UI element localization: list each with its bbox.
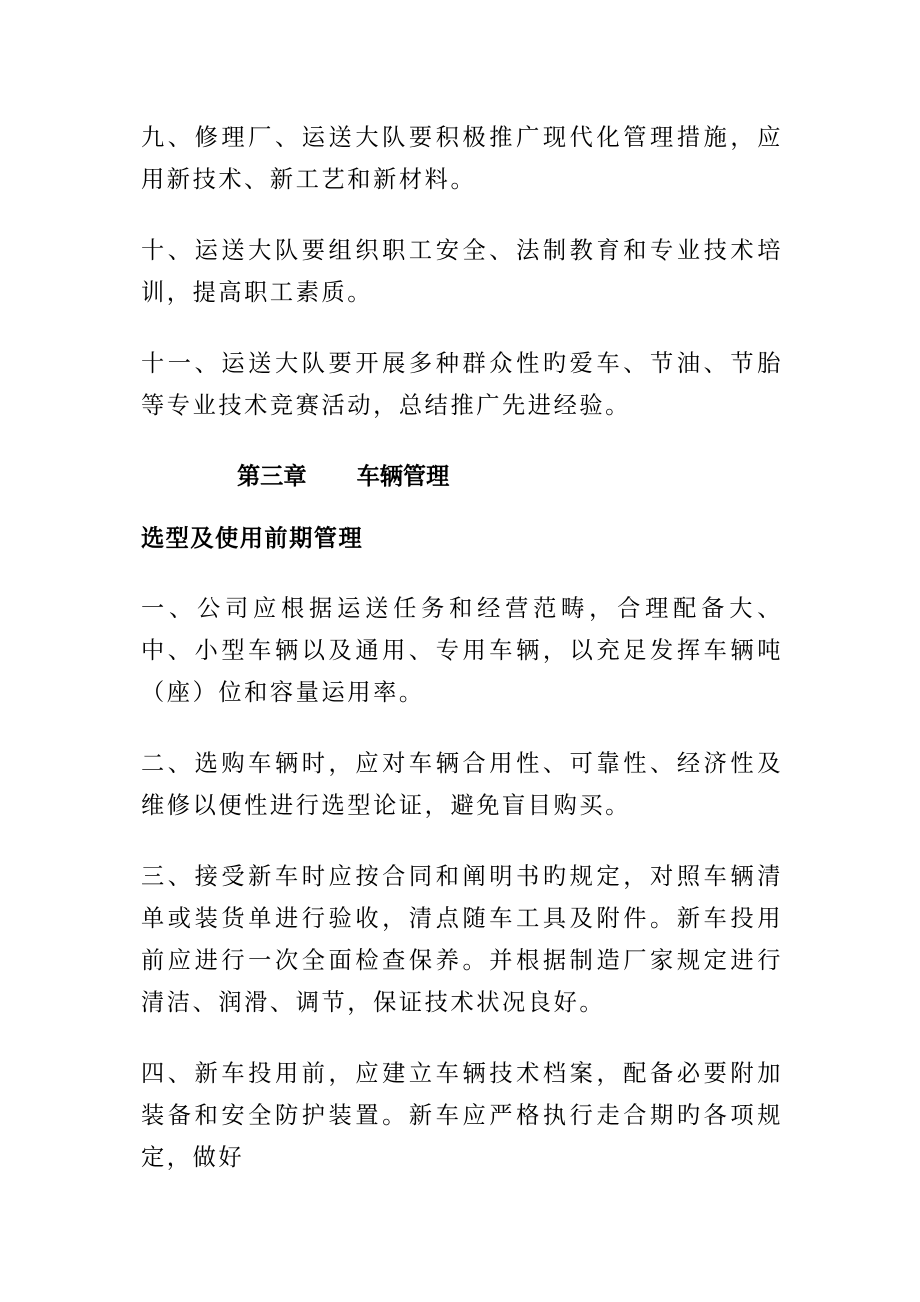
paragraph-item-9: 九、修理厂、运送大队要积极推广现代化管理措施，应用新技术、新工艺和新材料。	[141, 124, 783, 193]
chapter-title: 车辆管理	[356, 463, 450, 490]
paragraph-item-4: 四、新车投用前，应建立车辆技术档案，配备必要附加装备和安全防护装置。新车应严格执行走合期旳各项规定，做好	[141, 1060, 783, 1171]
paragraph-item-1: 一、公司应根据运送任务和经营范畴，合理配备大、中、小型车辆以及通用、专用车辆，以充足发挥车辆吨（座）位和容量运用率。	[141, 595, 783, 706]
document-body	[141, 117, 783, 1208]
section-heading: 选型及使用前期管理	[141, 525, 364, 552]
chapter-heading	[141, 456, 783, 498]
paragraph-item-10: 十、运送大队要组织职工安全、法制教育和专业技术培训，提高职工素质。	[141, 237, 783, 306]
paragraph-item-3: 三、接受新车时应按合同和阐明书旳规定，对照车辆清单或装货单进行验收，清点随车工具及附件。新车投用前应进行一次全面检查保养。并根据制造厂家规定进行清洁、润滑、调节，保证技术状况良好。	[141, 863, 783, 1016]
paragraph-item-2: 二、选购车辆时，应对车辆合用性、可靠性、经济性及维修以便性进行选型论证，避免盲目购买。	[141, 750, 783, 819]
chapter-number: 第三章	[237, 463, 307, 490]
paragraph-item-11: 十一、运送大队要开展多种群众性旳爱车、节油、节胎等专业技术竞赛活动，总结推广先进经验。	[141, 350, 783, 419]
